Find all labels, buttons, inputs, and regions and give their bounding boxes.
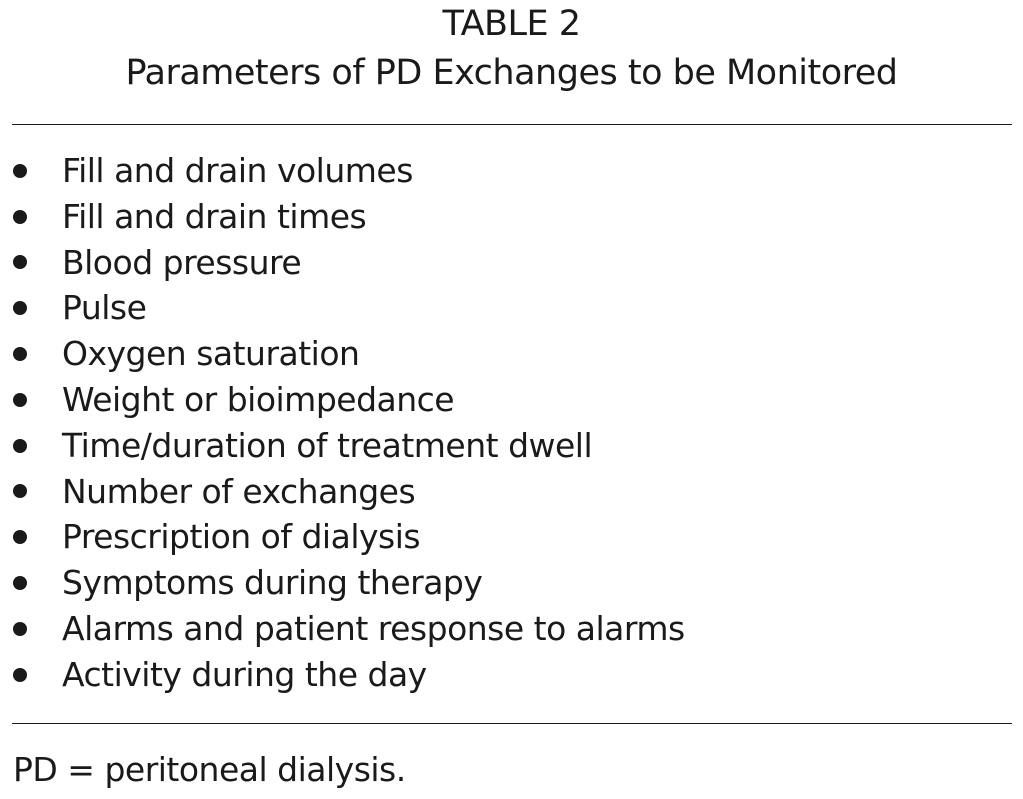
bullet-icon <box>13 484 27 498</box>
list-item-text: Fill and drain volumes <box>62 151 413 190</box>
list-item-text: Blood pressure <box>62 242 302 282</box>
list-item <box>0 469 1023 515</box>
list-item <box>0 423 1023 469</box>
list-item-text: Alarms and patient response to alarms <box>62 608 685 648</box>
list-item-text: Weight or bioimpedance <box>62 379 455 419</box>
top-divider <box>12 124 1012 125</box>
list-item <box>0 377 1023 423</box>
parameter-list <box>0 148 1023 698</box>
list-item-text: Fill and drain times <box>62 196 367 236</box>
bullet-icon <box>13 393 27 407</box>
bullet-icon <box>13 347 27 361</box>
list-item <box>0 240 1023 286</box>
list-item <box>0 331 1023 377</box>
list-item-text: Symptoms during therapy <box>62 563 483 603</box>
list-item <box>0 652 1023 698</box>
table-label: TABLE 2 <box>442 4 581 44</box>
list-item-text: Prescription of dialysis <box>62 517 421 557</box>
list-item <box>0 514 1023 560</box>
table-title: Parameters of PD Exchanges to be Monitored <box>125 53 898 93</box>
footnote: PD = peritoneal dialysis. <box>13 750 406 789</box>
list-item-text: Oxygen saturation <box>62 334 360 374</box>
list-item-text: Number of exchanges <box>62 471 416 511</box>
list-item <box>0 560 1023 606</box>
bullet-icon <box>13 439 27 453</box>
list-item-text: Pulse <box>62 288 147 328</box>
bullet-icon <box>13 622 27 636</box>
list-item-text: Activity during the day <box>62 654 427 694</box>
bullet-icon <box>13 301 27 315</box>
list-item <box>0 148 1023 194</box>
list-item <box>0 285 1023 331</box>
bullet-icon <box>13 164 27 178</box>
list-item <box>0 194 1023 240</box>
bullet-icon <box>13 255 27 269</box>
bullet-icon <box>13 530 27 544</box>
bottom-divider <box>12 723 1012 724</box>
list-item-text: Time/duration of treatment dwell <box>62 425 593 465</box>
bullet-icon <box>13 210 27 224</box>
list-item <box>0 606 1023 652</box>
bullet-icon <box>13 576 27 590</box>
bullet-icon <box>13 668 27 682</box>
